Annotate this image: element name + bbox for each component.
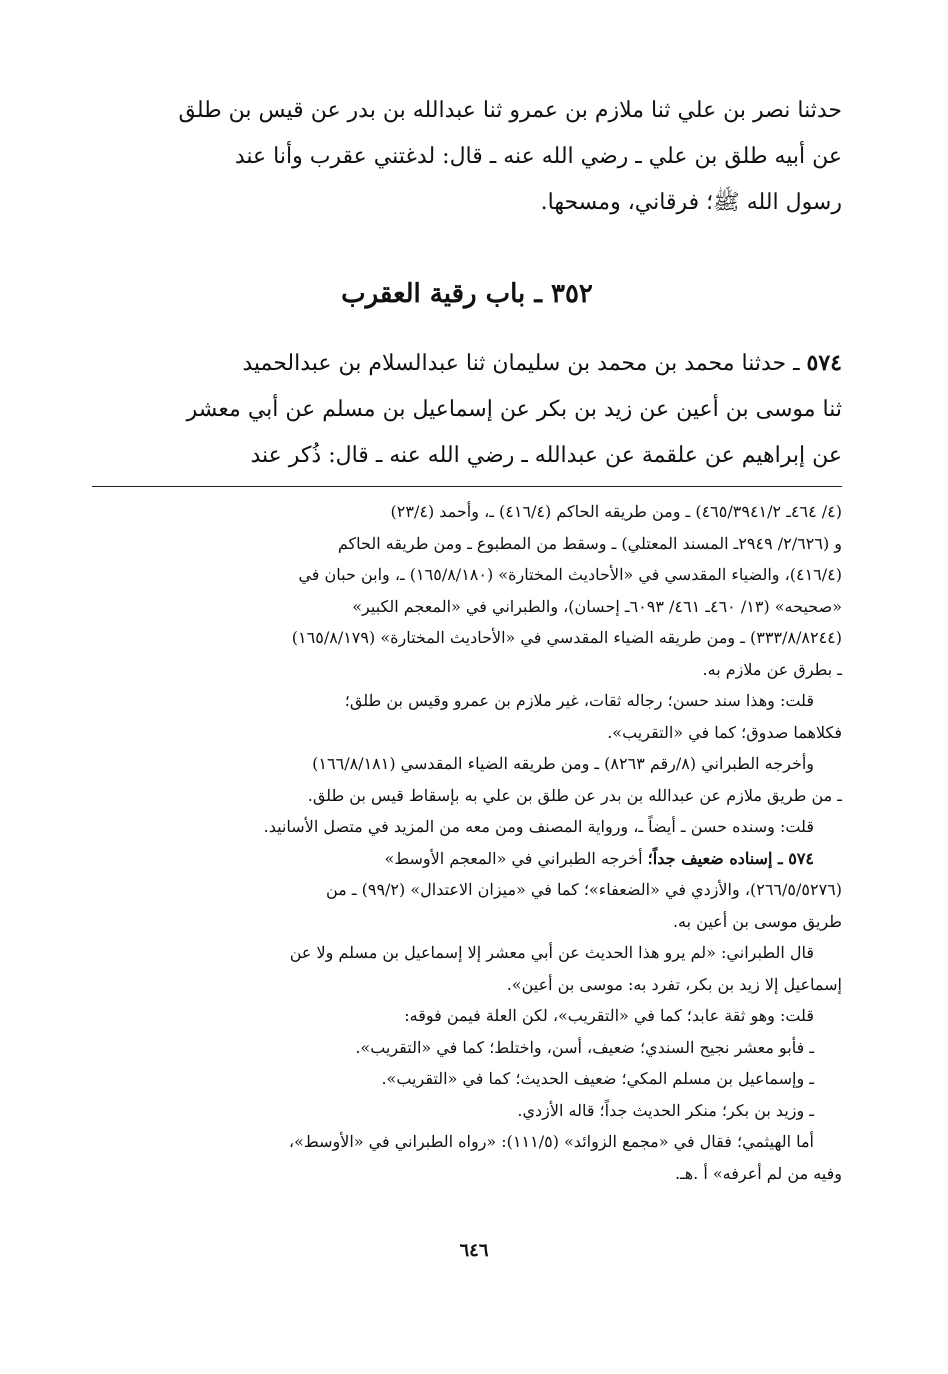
text-line	[92, 340, 842, 387]
note-574-lead: ٥٧٤ ـ إسناده ضعيف جداً؛	[647, 848, 814, 868]
footnote-line: قلت: وهذا سند حسن؛ رجاله ثقات، غير ملازم بن عمرو وقيس بن طلق؛	[344, 691, 814, 710]
footnote-line	[92, 843, 842, 875]
footnotes	[92, 496, 842, 1189]
top-paragraph	[92, 88, 842, 226]
footnote-line: وفيه من لم أعرفه» أ .هـ.	[674, 1163, 842, 1183]
main-text	[92, 88, 842, 479]
footnote-line: قال الطبراني: «لم يرو هذا الحديث عن أبي معشر إلا إسماعيل بن مسلم ولا عن	[289, 943, 814, 962]
footnote-line: (٣٣٣/٨/٨٢٤٤) ـ ومن طريقه الضياء المقدسي في «الأحاديث المختارة» (١٦٥/٨/١٧٩)	[291, 628, 842, 647]
book-page	[92, 88, 842, 1183]
hadith-text: ـ حدثنا محمد بن محمد بن سليمان ثنا عبدالسلام بن عبدالحميد	[242, 351, 807, 376]
text-line: عن أبيه طلق بن علي ـ رضي الله عنه ـ قال: لدغتني عقرب وأنا عند	[234, 144, 842, 169]
chapter-heading: ٣٥٢ ـ باب رقية العقرب	[341, 279, 593, 309]
footnote-divider	[92, 486, 842, 487]
footnote-line: ـ وإسماعيل بن مسلم المكي؛ ضعيف الحديث؛ كما في «التقريب».	[381, 1069, 814, 1088]
text-line: ثنا موسى بن أعين عن زيد بن بكر عن إسماعيل بن مسلم عن أبي معشر	[186, 397, 842, 422]
footnote-line: قلت: وسنده حسن ـ أيضاً ـ، ورواية المصنف ومن معه من المزيد في متصل الأسانيد.	[263, 817, 814, 836]
page-number: ٦٤٦	[459, 1240, 489, 1261]
footnote-line: (٤١٦/٤)، والضياء المقدسي في «الأحاديث المختارة» (١٦٥/٨/١٨٠) ـ، وابن حبان في	[298, 565, 842, 584]
footnote-line: (٢٦٦/٥/٥٢٧٦)، والأزدي في «الضعفاء»؛ كما في «ميزان الاعتدال» (٩٩/٢) ـ من	[325, 880, 842, 899]
footnote-line: ـ فأبو معشر نجيح السندي؛ ضعيف، أسن، واختلط؛ كما في «التقريب».	[355, 1037, 814, 1057]
footnote-line: ـ من طريق ملازم عن عبدالله بن بدر عن طلق بن علي به بإسقاط قيس بن طلق.	[307, 785, 842, 805]
hadith-paragraph	[92, 340, 842, 479]
footnote-line: وأخرجه الطبراني (٨/رقم ٨٢٦٣) ـ ومن طريقه الضياء المقدسي (١٦٦/٨/١٨١)	[312, 754, 814, 773]
footnote-line: ـ وزيد بن بكر؛ منكر الحديث جداً؛ قاله الأزدي.	[517, 1100, 814, 1120]
footnote-line: أما الهيثمي؛ فقال في «مجمع الزوائد» (١١١/٥): «رواه الطبراني في «الأوسط»،	[288, 1132, 814, 1151]
text-line: حدثنا نصر بن علي ثنا ملازم بن عمرو ثنا عبدالله بن بدر عن قيس بن طلق	[178, 98, 842, 123]
note-574-text: أخرجه الطبراني في «المعجم الأوسط»	[384, 848, 648, 868]
footnote-line: طريق موسى بن أعين به.	[672, 911, 842, 931]
footnote-line: (٤/ ٤٦٤ـ ٤٦٥/٣٩٤١/٢) ـ ومن طريقه الحاكم (٤١٦/٤) ـ، وأحمد (٢٣/٤)	[390, 502, 842, 521]
footnote-line: إسماعيل إلا زيد بن بكر، تفرد به: موسى بن أعين».	[506, 974, 842, 994]
text-line: عن إبراهيم عن علقمة عن عبدالله ـ رضي الله عنه ـ قال: ذُكر عند	[250, 443, 842, 468]
footnote-line: فكلاهما صدوق؛ كما في «التقريب».	[607, 722, 842, 742]
hadith-number: ٥٧٤	[806, 350, 842, 376]
footnote-line: ـ بطرق عن ملازم به.	[702, 659, 842, 679]
footnote-line: «صحيحه» (١٣/ ٤٦٠ـ ٤٦١/ ٦٠٩٣ـ إحسان)، والطبراني في «المعجم الكبير»	[352, 596, 842, 616]
footnote-line: و (٢/٦٢٦/ ٢٩٤٩ـ المسند المعتلي) ـ وسقط من المطبوع ـ ومن طريقه الحاكم	[337, 533, 842, 553]
text-line: رسول الله ﷺ؛ فرقاني، ومسحها.	[540, 190, 842, 215]
footnote-line: قلت: وهو ثقة عابد؛ كما في «التقريب»، لكن العلة فيمن فوقه:	[404, 1006, 814, 1025]
